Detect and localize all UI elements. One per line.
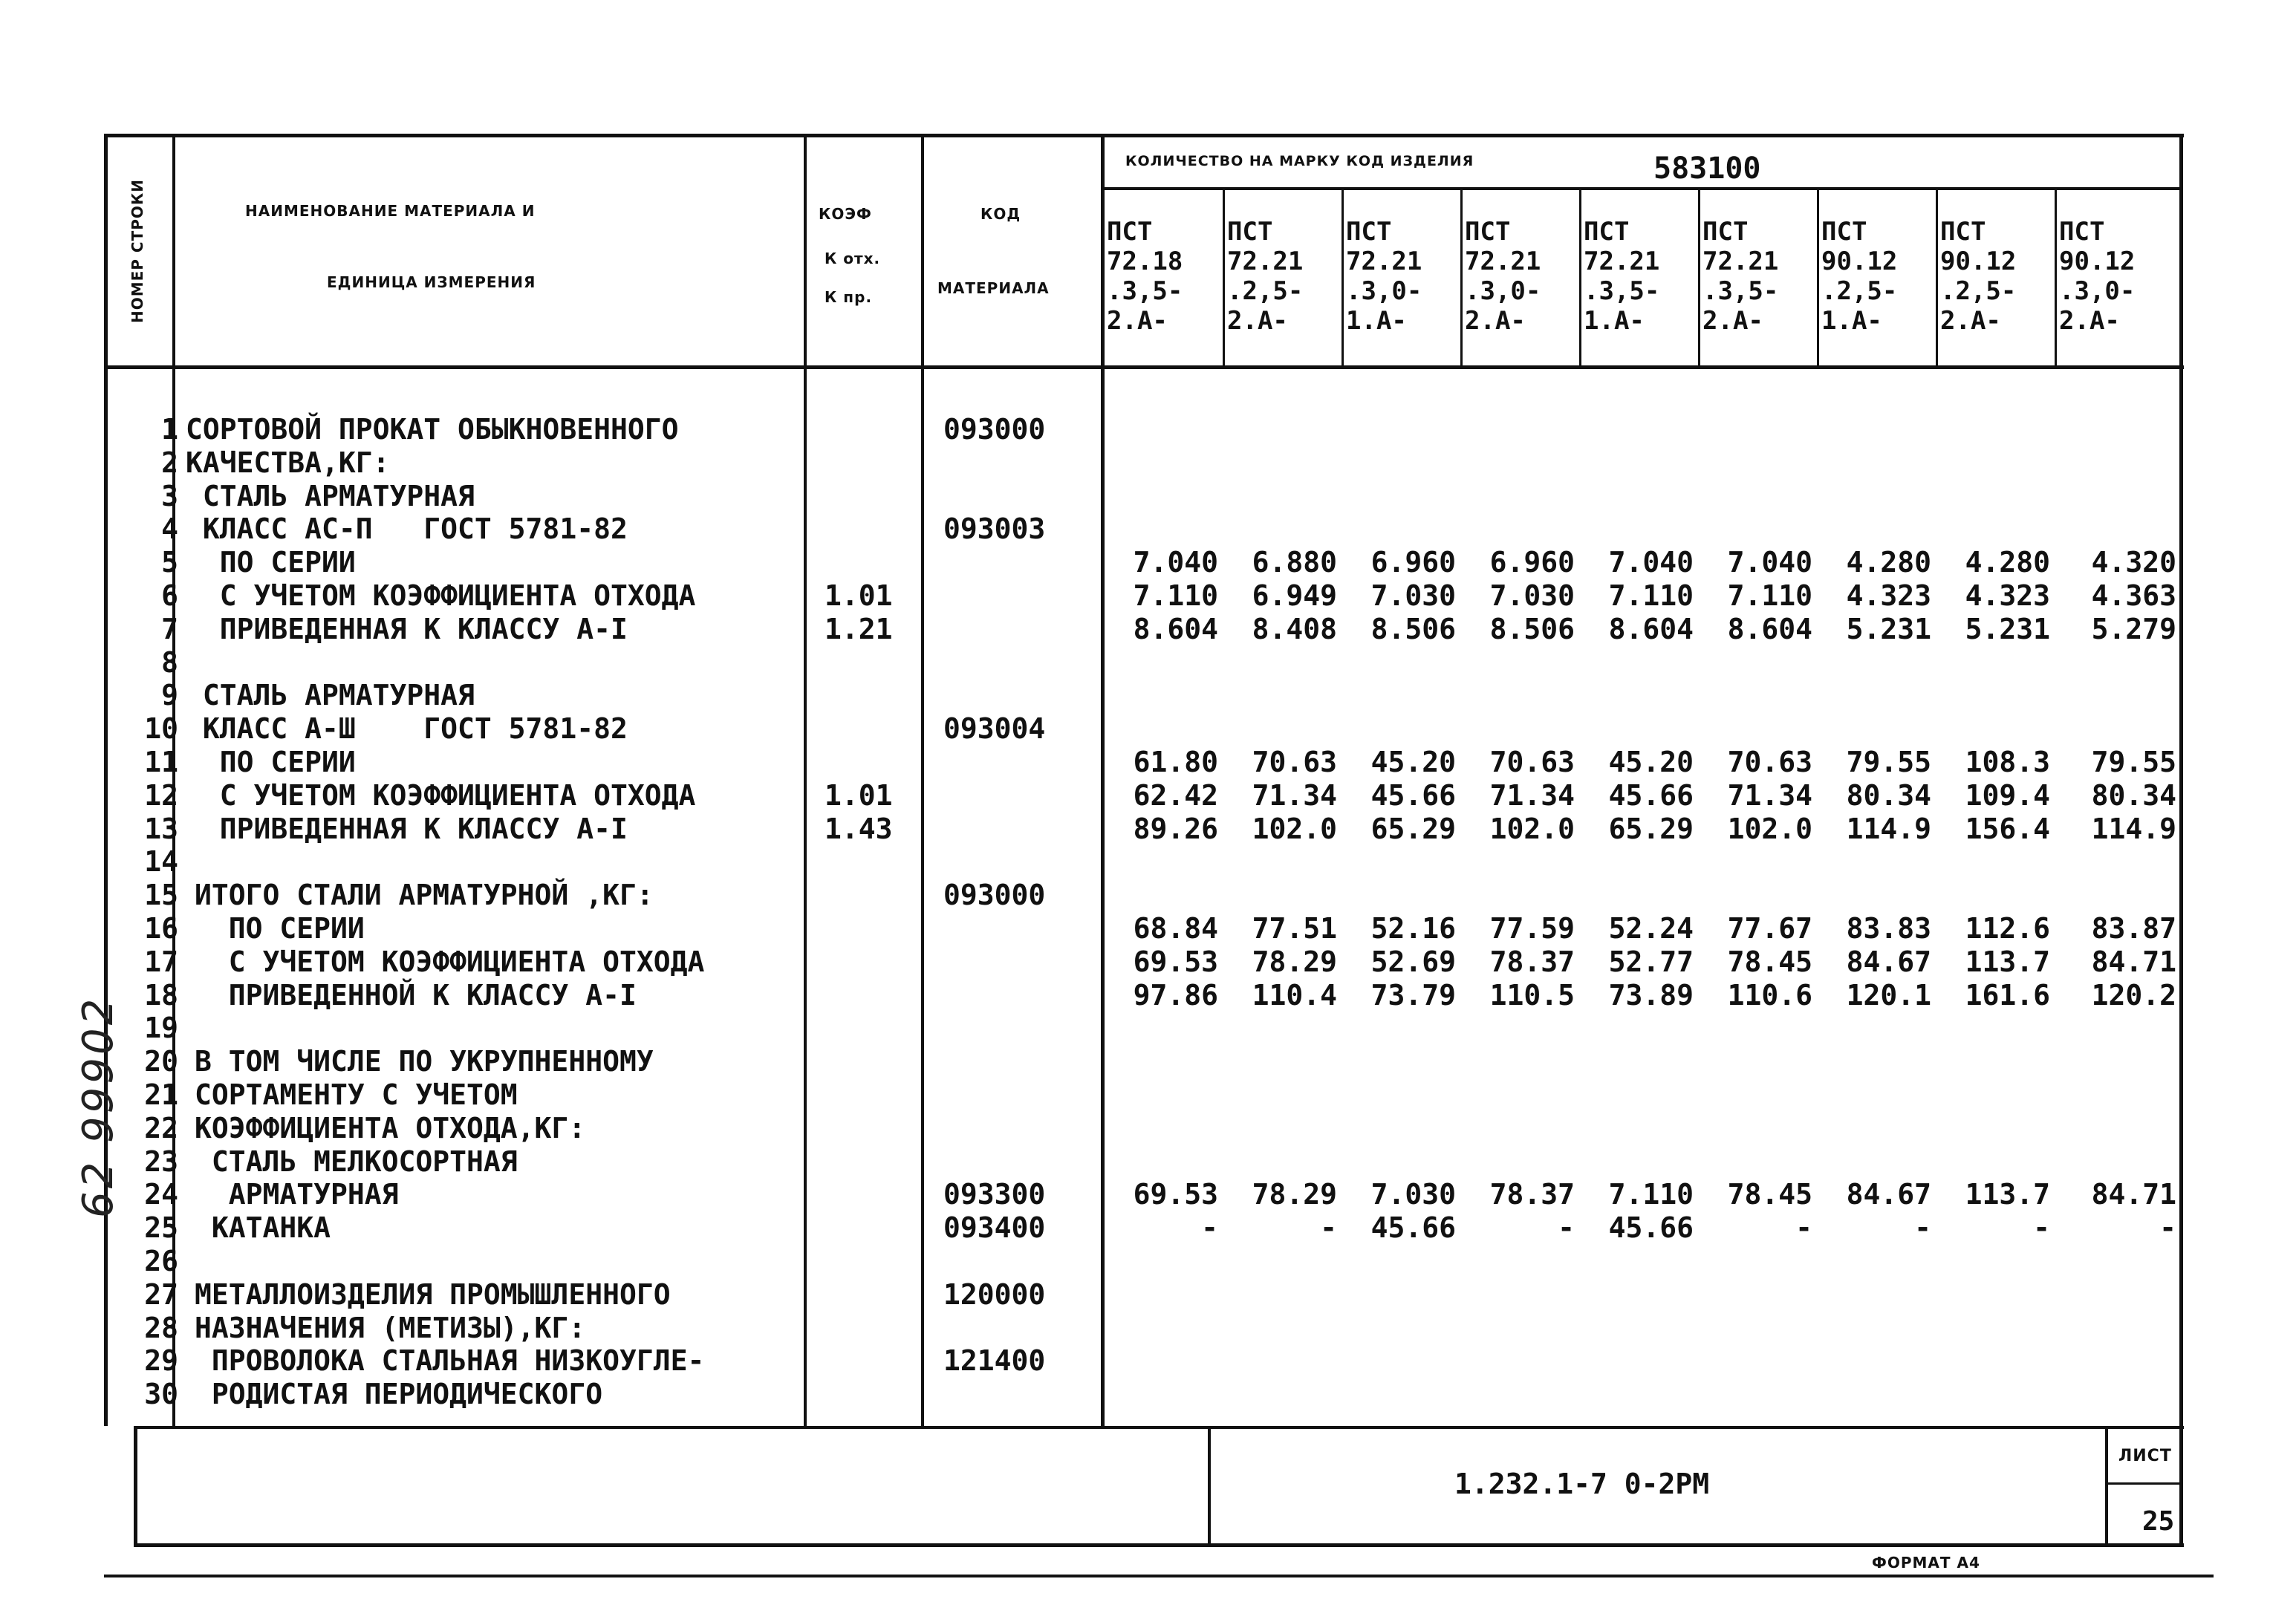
quantity-value: 6.949 <box>1252 579 1337 612</box>
quantity-value: 73.79 <box>1370 978 1456 1012</box>
col-divider-7 <box>1936 187 1938 365</box>
row-number: 11 <box>144 746 178 778</box>
quantity-value: 84.67 <box>1846 945 1931 978</box>
quantity-value: 7.030 <box>1489 579 1575 612</box>
row-number: 17 <box>144 945 178 978</box>
row-number: 6 <box>161 579 178 612</box>
quantity-value: 110.4 <box>1252 978 1337 1012</box>
material-name-header-2: ЕДИНИЦА ИЗМЕРЕНИЯ <box>327 273 536 291</box>
product-column-header: ПСТ 90.12 .2,5- 2.А- <box>1940 217 2017 336</box>
product-column-header: ПСТ 72.21 .3,5- 2.А- <box>1703 217 1779 336</box>
col-divider-2 <box>1341 187 1344 365</box>
material-name: КАТАНКА <box>195 1211 331 1245</box>
quantity-value: 7.040 <box>1727 546 1812 579</box>
material-code: 093000 <box>943 879 1046 912</box>
material-name: ПРОВОЛОКА СТАЛЬНАЯ НИЗКОУГЛЕ- <box>195 1344 705 1378</box>
row-number: 21 <box>144 1078 178 1111</box>
qty-header-divider <box>1101 187 2182 190</box>
coefficient: 1.43 <box>825 812 893 845</box>
frame-top <box>104 134 2184 137</box>
footer-divider-2 <box>2105 1426 2108 1546</box>
quantity-value: 161.6 <box>1965 978 2050 1012</box>
quantity-value: 113.7 <box>1965 945 2050 978</box>
footer-divider-1 <box>1208 1426 1211 1546</box>
quantity-value: 71.34 <box>1727 778 1812 812</box>
material-name: С УЧЕТОМ КОЭФФИЦИЕНТА ОТХОДА <box>186 579 696 612</box>
page-bottom-rule <box>104 1575 2214 1577</box>
quantity-value: 8.506 <box>1370 612 1456 645</box>
quantity-value: 79.55 <box>1846 746 1931 778</box>
material-name: РОДИСТАЯ ПЕРИОДИЧЕСКОГО <box>195 1378 603 1411</box>
quantity-value: 5.279 <box>2091 612 2176 645</box>
quantity-value: - <box>1795 1211 1812 1245</box>
quantity-value: - <box>1558 1211 1575 1245</box>
quantity-value: 110.6 <box>1727 978 1812 1012</box>
quantity-value: 65.29 <box>1608 812 1694 845</box>
quantity-value: 45.66 <box>1608 778 1694 812</box>
quantity-value: 4.323 <box>1846 579 1931 612</box>
quantity-value: 80.34 <box>1846 778 1931 812</box>
quantity-value: 7.110 <box>1608 579 1694 612</box>
material-code: 121400 <box>943 1344 1046 1378</box>
material-name: КЛАСС А-Ш ГОСТ 5781-82 <box>186 712 628 746</box>
quantity-value: 7.110 <box>1608 1178 1694 1211</box>
material-name: ПРИВЕДЕННОЙ К КЛАССУ А-I <box>195 978 637 1012</box>
quantity-value: 70.63 <box>1489 746 1575 778</box>
row-number: 1 <box>161 413 178 446</box>
material-name: ПО СЕРИИ <box>195 912 365 945</box>
material-name: МЕТАЛЛОИЗДЕЛИЯ ПРОМЫШЛЕННОГО <box>195 1277 671 1311</box>
row-number: 7 <box>161 612 178 645</box>
row-number: 30 <box>144 1378 178 1411</box>
row-number: 8 <box>161 645 178 679</box>
row-number: 23 <box>144 1144 178 1178</box>
row-number: 2 <box>161 446 178 479</box>
quantity-value: 114.9 <box>1846 812 1931 845</box>
quantity-value: - <box>1914 1211 1931 1245</box>
row-number: 24 <box>144 1178 178 1211</box>
quantity-value: 7.030 <box>1370 579 1456 612</box>
sheet-number: 25 <box>2142 1506 2175 1537</box>
quantity-value: 70.63 <box>1727 746 1812 778</box>
quantity-value: 114.9 <box>2091 812 2176 845</box>
quantity-value: 7.040 <box>1133 546 1218 579</box>
quantity-value: 102.0 <box>1252 812 1337 845</box>
row-number: 13 <box>144 812 178 845</box>
material-name: СОРТОВОЙ ПРОКАТ ОБЫКНОВЕННОГО <box>186 413 679 446</box>
material-name: ПРИВЕДЕННАЯ К КЛАССУ А-I <box>186 612 628 645</box>
material-code: 120000 <box>943 1277 1046 1311</box>
material-name: АРМАТУРНАЯ <box>195 1178 399 1211</box>
quantity-value: 62.42 <box>1133 778 1218 812</box>
quantity-value: 79.55 <box>2091 746 2176 778</box>
quantity-value: 156.4 <box>1965 812 2050 845</box>
quantity-value: 78.29 <box>1252 1178 1337 1211</box>
material-name: КАЧЕСТВА,КГ: <box>186 446 390 479</box>
col-divider-3 <box>1460 187 1463 365</box>
quantity-value: 4.323 <box>1965 579 2050 612</box>
product-column-header: ПСТ 72.21 .3,0- 1.А- <box>1346 217 1422 336</box>
row-number: 16 <box>144 912 178 945</box>
quantity-value: 45.20 <box>1370 746 1456 778</box>
quantity-value: - <box>2159 1211 2176 1245</box>
row-number: 18 <box>144 978 178 1012</box>
quantity-value: 4.320 <box>2091 546 2176 579</box>
material-name: СТАЛЬ МЕЛКОСОРТНАЯ <box>195 1144 518 1178</box>
material-code: 093000 <box>943 413 1046 446</box>
quantity-value: 120.2 <box>2091 978 2176 1012</box>
quantity-value: 45.66 <box>1370 778 1456 812</box>
row-number: 3 <box>161 479 178 512</box>
material-name: С УЧЕТОМ КОЭФФИЦИЕНТА ОТХОДА <box>195 945 705 978</box>
quantity-value: 6.960 <box>1370 546 1456 579</box>
quantity-value: 45.20 <box>1608 746 1694 778</box>
margin-note: 62 99902 <box>74 995 123 1218</box>
material-name: ПО СЕРИИ <box>186 746 356 778</box>
body-bottom <box>134 1426 2184 1429</box>
quantity-value: 7.040 <box>1608 546 1694 579</box>
material-code: 093300 <box>943 1178 1046 1211</box>
frame-right <box>2179 134 2183 1546</box>
quantity-value: 83.83 <box>1846 912 1931 945</box>
coef-header-3: К пр. <box>825 288 873 306</box>
frame-bottom <box>134 1543 2184 1547</box>
quantity-value: 6.880 <box>1252 546 1337 579</box>
quantity-value: 78.37 <box>1489 1178 1575 1211</box>
quantity-header: КОЛИЧЕСТВО НА МАРКУ КОД ИЗДЕЛИЯ <box>1125 153 1474 169</box>
product-column-header: ПСТ 72.21 .3,0- 2.А- <box>1465 217 1541 336</box>
sheet-label-divider <box>2105 1482 2182 1485</box>
quantity-value: 65.29 <box>1370 812 1456 845</box>
quantity-value: 69.53 <box>1133 1178 1218 1211</box>
quantity-value: 77.51 <box>1252 912 1337 945</box>
quantity-value: 71.34 <box>1252 778 1337 812</box>
code-header-1: КОД <box>980 205 1021 223</box>
quantity-value: 7.110 <box>1133 579 1218 612</box>
row-number-label: НОМЕР СТРОКИ <box>129 179 146 323</box>
row-number: 4 <box>161 512 178 546</box>
quantity-value: 78.45 <box>1727 945 1812 978</box>
material-name: КЛАСС АС-П ГОСТ 5781-82 <box>186 512 628 546</box>
quantity-value: 80.34 <box>2091 778 2176 812</box>
quantity-value: 73.89 <box>1608 978 1694 1012</box>
row-number: 29 <box>144 1344 178 1378</box>
quantity-value: 84.67 <box>1846 1178 1931 1211</box>
quantity-value: 78.29 <box>1252 945 1337 978</box>
quantity-value: 52.16 <box>1370 912 1456 945</box>
quantity-value: 8.604 <box>1133 612 1218 645</box>
quantity-value: 61.80 <box>1133 746 1218 778</box>
quantity-value: 8.408 <box>1252 612 1337 645</box>
quantity-value: 77.59 <box>1489 912 1575 945</box>
quantity-value: 6.960 <box>1489 546 1575 579</box>
quantity-value: 110.5 <box>1489 978 1575 1012</box>
material-name: ИТОГО СТАЛИ АРМАТУРНОЙ ,КГ: <box>195 879 654 912</box>
quantity-value: 78.37 <box>1489 945 1575 978</box>
quantity-value: 5.231 <box>1965 612 2050 645</box>
col-divider-6 <box>1817 187 1819 365</box>
quantity-value: 69.53 <box>1133 945 1218 978</box>
product-column-header: ПСТ 72.21 .2,5- 2.А- <box>1227 217 1304 336</box>
row-number: 25 <box>144 1211 178 1245</box>
row-number: 28 <box>144 1311 178 1344</box>
material-name: НАЗНАЧЕНИЯ (МЕТИЗЫ),КГ: <box>195 1311 586 1344</box>
coef-header-1: КОЭФ <box>819 205 872 223</box>
coefficient: 1.21 <box>825 612 893 645</box>
quantity-value: 102.0 <box>1489 812 1575 845</box>
row-number: 19 <box>144 1012 178 1045</box>
row-number: 26 <box>144 1245 178 1277</box>
row-number: 15 <box>144 879 178 912</box>
quantity-value: 8.506 <box>1489 612 1575 645</box>
material-name: СТАЛЬ АРМАТУРНАЯ <box>186 479 475 512</box>
code-header-2: МАТЕРИАЛА <box>937 279 1050 297</box>
quantity-value: 113.7 <box>1965 1178 2050 1211</box>
row-number: 5 <box>161 546 178 579</box>
material-name: КОЭФФИЦИЕНТА ОТХОДА,КГ: <box>195 1111 586 1144</box>
quantity-value: 4.280 <box>1965 546 2050 579</box>
quantity-value: 108.3 <box>1965 746 2050 778</box>
quantity-value: 120.1 <box>1846 978 1931 1012</box>
material-name-header-1: НАИМЕНОВАНИЕ МАТЕРИАЛА И <box>245 202 536 220</box>
product-column-header: ПСТ 72.21 .3,5- 1.А- <box>1584 217 1660 336</box>
quantity-value: 89.26 <box>1133 812 1218 845</box>
coefficient: 1.01 <box>825 579 893 612</box>
material-code: 093400 <box>943 1211 1046 1245</box>
quantity-value: 68.84 <box>1133 912 1218 945</box>
quantity-value: 4.280 <box>1846 546 1931 579</box>
quantity-value: 7.110 <box>1727 579 1812 612</box>
row-number: 14 <box>144 845 178 879</box>
row-number: 20 <box>144 1045 178 1078</box>
quantity-value: 84.71 <box>2091 945 2176 978</box>
product-column-header: ПСТ 90.12 .3,0- 2.А- <box>2059 217 2136 336</box>
doc-code: 1.232.1-7 0-2РМ <box>1454 1468 1710 1500</box>
quantity-value: 112.6 <box>1965 912 2050 945</box>
quantity-value: - <box>2033 1211 2050 1245</box>
sheet-label: ЛИСТ <box>2118 1447 2172 1465</box>
quantity-value: 102.0 <box>1727 812 1812 845</box>
name-divider <box>804 134 807 1426</box>
quantity-value: 5.231 <box>1846 612 1931 645</box>
material-code: 093004 <box>943 712 1046 746</box>
row-number: 9 <box>161 679 178 712</box>
col-divider-1 <box>1223 187 1225 365</box>
quantity-value: 52.77 <box>1608 945 1694 978</box>
row-number: 22 <box>144 1111 178 1144</box>
frame-left <box>104 134 108 1426</box>
frame-left-lower <box>134 1426 137 1546</box>
quantity-value: 77.67 <box>1727 912 1812 945</box>
quantity-value: 45.66 <box>1370 1211 1456 1245</box>
quantity-value: 52.69 <box>1370 945 1456 978</box>
material-name: СТАЛЬ АРМАТУРНАЯ <box>186 679 475 712</box>
material-name: ПРИВЕДЕННАЯ К КЛАССУ А-I <box>186 812 628 845</box>
format-label: ФОРМАТ А4 <box>1872 1554 1980 1572</box>
material-name: В ТОМ ЧИСЛЕ ПО УКРУПНЕННОМУ <box>195 1045 654 1078</box>
col-divider-8 <box>2055 187 2057 365</box>
quantity-value: 8.604 <box>1608 612 1694 645</box>
material-name: ПО СЕРИИ <box>186 546 356 579</box>
quantity-value: 45.66 <box>1608 1211 1694 1245</box>
quantity-value: - <box>1201 1211 1218 1245</box>
product-column-header: ПСТ 90.12 .2,5- 1.А- <box>1821 217 1898 336</box>
quantity-value: 52.24 <box>1608 912 1694 945</box>
quantity-value: 78.45 <box>1727 1178 1812 1211</box>
material-name: С УЧЕТОМ КОЭФФИЦИЕНТА ОТХОДА <box>186 778 696 812</box>
product-column-header: ПСТ 72.18 .3,5- 2.А- <box>1107 217 1183 336</box>
quantity-value: 109.4 <box>1965 778 2050 812</box>
col-divider-4 <box>1579 187 1581 365</box>
col-divider-5 <box>1698 187 1700 365</box>
coefficient: 1.01 <box>825 778 893 812</box>
quantity-value: 8.604 <box>1727 612 1812 645</box>
product-code: 583100 <box>1653 152 1761 186</box>
material-name: СОРТАМЕНТУ С УЧЕТОМ <box>195 1078 518 1111</box>
quantity-value: 7.030 <box>1370 1178 1456 1211</box>
row-number: 12 <box>144 778 178 812</box>
quantity-value: 84.71 <box>2091 1178 2176 1211</box>
coef-header-2: К отх. <box>825 250 881 267</box>
quantity-value: - <box>1320 1211 1337 1245</box>
quantity-value: 70.63 <box>1252 746 1337 778</box>
quantity-value: 71.34 <box>1489 778 1575 812</box>
row-number: 10 <box>144 712 178 746</box>
material-code: 093003 <box>943 512 1046 546</box>
row-number: 27 <box>144 1277 178 1311</box>
header-bottom <box>104 365 2184 369</box>
quantity-value: 4.363 <box>2091 579 2176 612</box>
quantity-value: 97.86 <box>1133 978 1218 1012</box>
quantity-value: 83.87 <box>2091 912 2176 945</box>
